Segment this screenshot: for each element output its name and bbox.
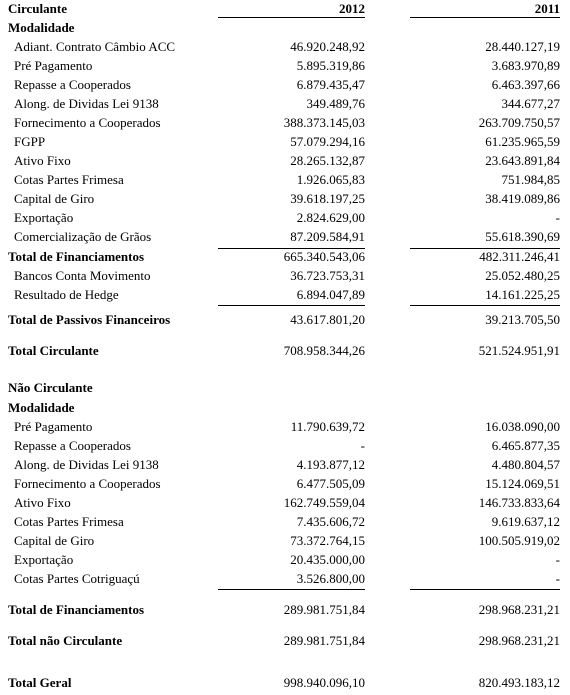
row-value-2011: 61.235.965,59 (485, 134, 560, 149)
total-financiamentos-nc-label: Total de Financiamentos (8, 602, 145, 617)
total-circulante-2011: 521.524.951,91 (478, 343, 560, 358)
total-circulante-2012: 708.958.344,26 (283, 343, 365, 358)
row-value-2011: 263.709.750,57 (478, 115, 560, 130)
table-row (0, 114, 570, 132)
row-value-2011: 55.618.390,69 (485, 229, 560, 244)
hedge-row (0, 286, 570, 304)
row-value-2011: 100.505.919,02 (478, 533, 560, 548)
row-value-2011: 6.465.877,35 (491, 438, 560, 453)
row-value-2012: 39.618.197,25 (290, 191, 365, 206)
row-label: Fornecimento a Cooperados (14, 476, 161, 491)
row-value-2011: 28.440.127,19 (485, 39, 560, 54)
row-label: Comercialização de Grãos (14, 229, 152, 244)
row-value-2011: 4.480.804,57 (491, 457, 560, 472)
total-passivos-row (0, 311, 570, 329)
row-value-2011: 15.124.069,51 (485, 476, 560, 491)
total-geral-row (0, 674, 570, 692)
table-row (0, 437, 570, 455)
total-circulante-label: Total Circulante (8, 343, 99, 358)
row-value-2011: 146.733.833,64 (478, 495, 560, 510)
row-value-2011: 16.038.090,00 (485, 419, 560, 434)
row-value-2012: 28.265.132,87 (290, 153, 365, 168)
row-label: Exportação (14, 552, 74, 567)
table-row (0, 190, 570, 208)
total-passivos-2011: 39.213.705,50 (485, 312, 560, 327)
table-row (0, 152, 570, 170)
line-hedge-2011 (410, 305, 560, 306)
table-row (0, 76, 570, 94)
table-row (0, 228, 570, 246)
year-2012-header: 2012 (339, 1, 365, 16)
row-label: Pré Pagamento (14, 58, 93, 73)
table-row (0, 418, 570, 436)
row-value-2011: 6.463.397,66 (491, 77, 560, 92)
total-financiamentos-nc-2012: 289.981.751,84 (283, 602, 365, 617)
header-row (0, 0, 570, 18)
total-geral-2011: 820.493.183,12 (478, 675, 560, 690)
header-underline-2011 (410, 17, 560, 18)
row-value-2011: 751.984,85 (501, 172, 560, 187)
line-hedge-2012 (218, 305, 365, 306)
row-value-2012: 388.373.145,03 (283, 115, 365, 130)
row-label: Cotas Partes Frimesa (14, 172, 124, 187)
total-nao-circulante-label: Total não Circulante (8, 633, 123, 648)
row-value-2011: 344.677,27 (501, 96, 560, 111)
bancos-2012: 36.723.753,31 (290, 268, 365, 283)
table-row (0, 38, 570, 56)
bancos-row (0, 267, 570, 285)
row-value-2011: 3.683.970,89 (491, 58, 560, 73)
modalidade-row (0, 19, 570, 37)
row-label: Repasse a Cooperados (14, 438, 131, 453)
row-value-2011: - (555, 210, 560, 225)
total-financiamentos-nc-row (0, 601, 570, 619)
total-geral-label: Total Geral (8, 675, 72, 690)
total-financiamentos-2011: 482.311.246,41 (479, 249, 560, 264)
total-financiamentos-2012: 665.340.543,06 (283, 249, 365, 264)
row-value-2012: 162.749.559,04 (283, 495, 365, 510)
total-financiamentos-circ-row (0, 248, 570, 266)
table-row (0, 209, 570, 227)
hedge-2012: 6.894.047,89 (296, 287, 365, 302)
row-value-2012: 5.895.319,86 (296, 58, 365, 73)
bancos-label: Bancos Conta Movimento (14, 268, 151, 283)
table-row (0, 513, 570, 531)
row-label: Along. de Dividas Lei 9138 (14, 457, 159, 472)
table-row (0, 95, 570, 113)
header-underline-2012 (218, 17, 365, 18)
table-row (0, 494, 570, 512)
row-value-2011: 23.643.891,84 (485, 153, 560, 168)
row-label: FGPP (14, 134, 46, 149)
total-passivos-2012: 43.617.801,20 (290, 312, 365, 327)
total-passivos-label: Total de Passivos Financeiros (8, 312, 171, 327)
year-2011-header: 2011 (534, 1, 560, 16)
table-row (0, 133, 570, 151)
hedge-2011: 14.161.225,25 (485, 287, 560, 302)
modalidade-nc-heading: Modalidade (8, 400, 75, 415)
nao-circulante-heading-row (0, 379, 570, 397)
table-row (0, 171, 570, 189)
table-row (0, 456, 570, 474)
row-value-2012: 87.209.584,91 (290, 229, 365, 244)
row-value-2012: 2.824.629,00 (296, 210, 365, 225)
table-row (0, 57, 570, 75)
row-label: Capital de Giro (14, 191, 95, 206)
row-label: Ativo Fixo (14, 153, 71, 168)
table-row (0, 570, 570, 588)
row-value-2012: 11.790.639,72 (290, 419, 365, 434)
row-label: Capital de Giro (14, 533, 95, 548)
row-value-2012: 73.372.764,15 (290, 533, 365, 548)
row-value-2012: 6.477.505,09 (296, 476, 365, 491)
row-label: Adiant. Contrato Câmbio ACC (14, 39, 176, 54)
total-nao-circulante-2011: 298.968.231,21 (478, 633, 560, 648)
row-label: Pré Pagamento (14, 419, 93, 434)
row-value-2011: 9.619.637,12 (491, 514, 560, 529)
bancos-2011: 25.052.480,25 (485, 268, 560, 283)
row-value-2011: - (555, 571, 560, 586)
total-financiamentos-label: Total de Financiamentos (8, 249, 145, 264)
row-label: Repasse a Cooperados (14, 77, 131, 92)
table-row (0, 551, 570, 569)
line-nc-2012 (218, 589, 365, 590)
section-title-circulante: Circulante (8, 1, 67, 16)
row-value-2012: 349.489,76 (306, 96, 365, 111)
row-label: Cotas Partes Cotriguaçú (14, 571, 140, 586)
section-title-nao-circulante: Não Circulante (8, 380, 93, 395)
row-label: Fornecimento a Cooperados (14, 115, 161, 130)
row-value-2012: - (360, 438, 365, 453)
row-value-2012: 46.920.248,92 (290, 39, 365, 54)
row-value-2012: 6.879.435,47 (296, 77, 365, 92)
total-nao-circulante-2012: 289.981.751,84 (283, 633, 365, 648)
row-value-2011: - (555, 552, 560, 567)
row-label: Ativo Fixo (14, 495, 71, 510)
line-nc-2011 (410, 589, 560, 590)
row-value-2012: 57.079.294,16 (290, 134, 365, 149)
hedge-label: Resultado de Hedge (14, 287, 119, 302)
total-geral-2012: 998.940.096,10 (283, 675, 365, 690)
total-financiamentos-nc-2011: 298.968.231,21 (478, 602, 560, 617)
row-label: Exportação (14, 210, 74, 225)
total-nao-circulante-row (0, 632, 570, 650)
row-value-2012: 3.526.800,00 (296, 571, 365, 586)
row-label: Along. de Dividas Lei 9138 (14, 96, 159, 111)
row-value-2012: 7.435.606,72 (296, 514, 365, 529)
row-label: Cotas Partes Frimesa (14, 514, 124, 529)
row-value-2012: 4.193.877,12 (296, 457, 365, 472)
table-row (0, 475, 570, 493)
table-row (0, 532, 570, 550)
total-circulante-row (0, 342, 570, 360)
row-value-2012: 20.435.000,00 (290, 552, 365, 567)
row-value-2012: 1.926.065,83 (296, 172, 365, 187)
modalidade-nc-row (0, 399, 570, 417)
modalidade-heading: Modalidade (8, 20, 75, 35)
row-value-2011: 38.419.089,86 (485, 191, 560, 206)
